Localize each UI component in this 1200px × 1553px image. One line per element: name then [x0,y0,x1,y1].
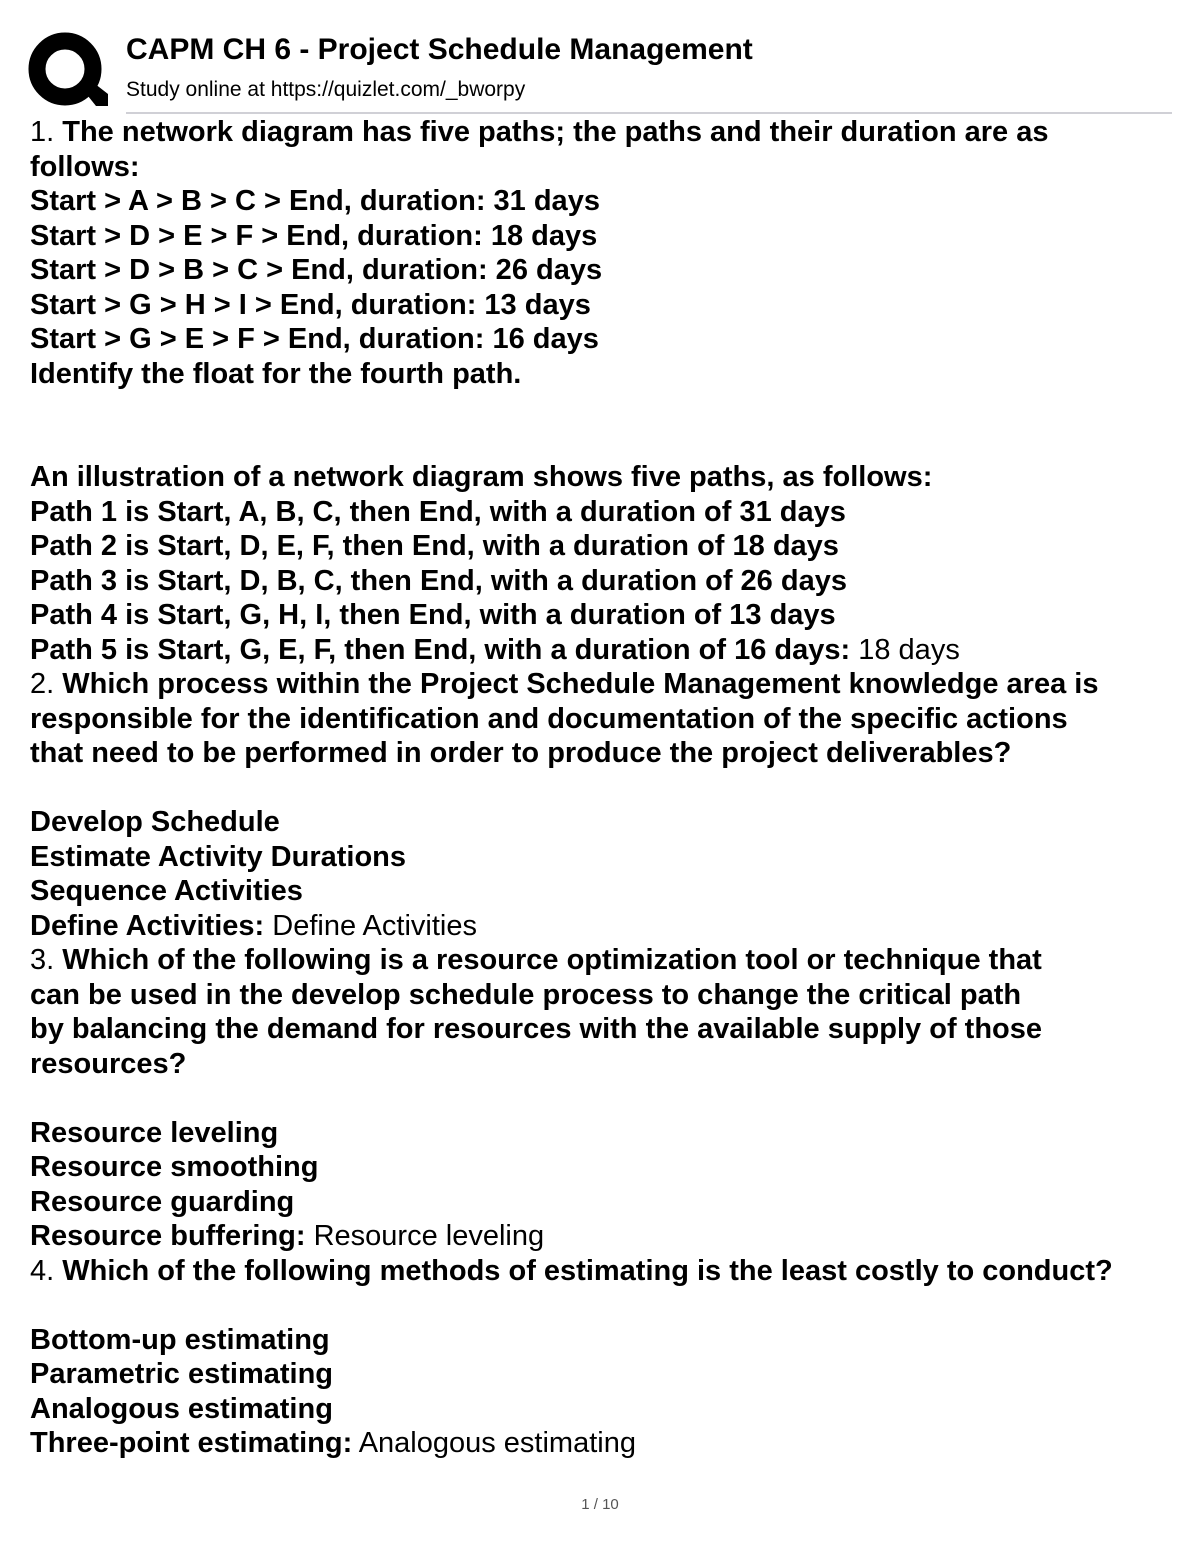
question-1-line [30,115,1180,150]
question-3-line [30,943,1180,978]
question-text: that need to be performed in order to produce the project deliverables? [30,737,1012,769]
answer-option: Estimate Activity Durations [30,840,407,873]
question-number: 3. [30,944,55,976]
header-divider [126,112,1172,114]
question-1-answer-line [30,633,1180,668]
answer-text: Define Activities [264,909,477,942]
blank-line [30,426,1180,461]
page-title: CAPM CH 6 - Project Schedule Management [126,33,753,66]
question-number: 4. [30,1254,55,1287]
page-number: 1 / 10 [581,1496,619,1513]
question-3-answer-line [30,1219,1180,1254]
answer-text: Resource leveling [305,1220,545,1252]
study-link-text: Study online at https://quizlet.com/_bworpy [126,78,526,101]
question-2-line [30,667,1180,702]
answer-option: Bottom-up estimating [30,1323,330,1356]
question-text: Which of the following methods of estimating is the least costly to conduct? [54,1254,1113,1287]
question-4-line [30,1254,1180,1289]
question-text: Start > D > B > C > End, duration: 26 days [30,254,603,286]
question-text: Start > G > E > F > End, duration: 16 days [30,323,599,355]
answer-option: Sequence Activities [30,875,303,907]
question-text: Path 3 is Start, D, B, C, then End, with a duration of 26 days [30,564,847,597]
question-text: Path 2 is Start, D, E, F, then End, with a duration of 18 days [30,530,839,562]
question-text: by balancing the demand for resources with the available supply of those [30,1013,1042,1045]
quizlet-logo-icon [28,32,108,108]
answer-option: Analogous estimating [30,1392,333,1425]
answer-option: Resource smoothing [30,1151,319,1183]
answer-option: Parametric estimating [30,1358,334,1390]
question-2-answer-line [30,909,1180,944]
answer-option: Resource guarding [30,1185,295,1218]
question-text: Path 4 is Start, G, H, I, then End, with a duration of 13 days [30,599,836,631]
blank-line [30,1288,1180,1323]
answer-option: Define Activities: [30,909,265,942]
question-text: follows: [30,150,140,183]
blank-line [30,771,1180,806]
question-text: The network diagram has five paths; the paths and their duration are as [54,116,1049,148]
answer-option: Three-point estimating: [30,1427,353,1459]
answer-option: Resource buffering: [30,1220,306,1252]
question-text: Start > D > E > F > End, duration: 18 days [30,219,598,252]
question-text: resources? [30,1047,187,1080]
question-text: An illustration of a network diagram shows five paths, as follows: [30,461,933,493]
question-text: can be used in the develop schedule process to change the critical path [30,978,1022,1011]
page-header [28,28,1172,112]
question-number: 2. [30,668,55,700]
document-body [30,115,1180,1461]
question-text: Identify the float for the fourth path. [30,357,522,390]
question-text: Start > G > H > I > End, duration: 13 days [30,288,591,321]
question-text: Path 5 is Start, G, E, F, then End, with a duration of 16 days: [30,633,851,666]
question-text: Path 1 is Start, A, B, C, then End, with a duration of 31 days [30,495,846,528]
answer-text: 18 days [850,633,960,666]
answer-option: Resource leveling [30,1116,279,1149]
question-text: Which process within the Project Schedule Management knowledge area is [54,668,1099,700]
blank-line [30,1081,1180,1116]
question-4-answer-line [30,1426,1180,1461]
question-text: Which of the following is a resource optimization tool or technique that [54,944,1042,976]
answer-text: Analogous estimating [352,1427,636,1459]
question-text: responsible for the identification and documentation of the specific actions [30,702,1068,735]
question-text: Start > A > B > C > End, duration: 31 days [30,185,600,217]
blank-line [30,391,1180,426]
answer-option: Develop Schedule [30,806,280,838]
question-number: 1. [30,116,55,148]
